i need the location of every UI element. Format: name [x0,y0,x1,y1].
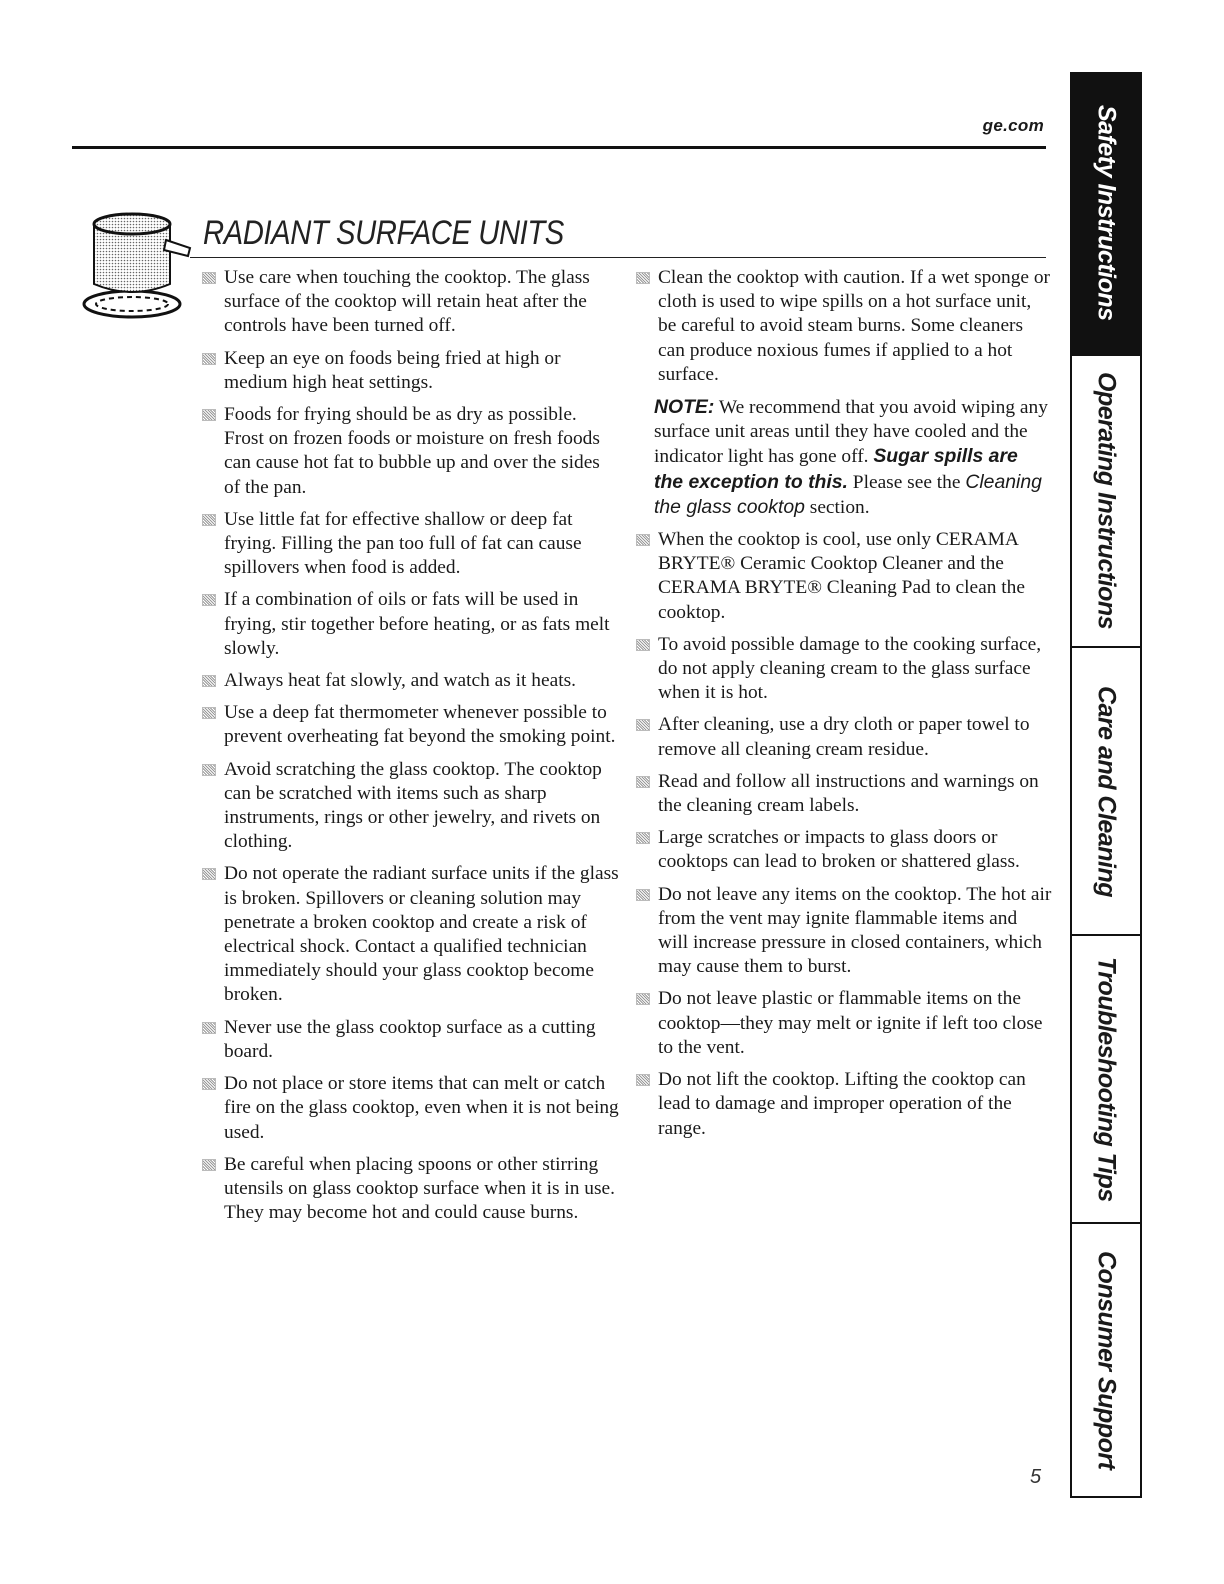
list-item: Be careful when placing spoons or other stirring utensils on glass cooktop surface when it is in use. They may become hot and could cause burns. [200,1153,620,1226]
bullet-icon [202,675,216,687]
tab-care-and-cleaning[interactable]: Care and Cleaning [1072,648,1140,936]
list-item: Foods for frying should be as dry as possible. Frost on frozen foods or moisture on fresh foods can cause hot fat to bubble up and over the sides of the pan. [200,403,620,500]
list-item: Never use the glass cooktop surface as a cutting board. [200,1016,620,1064]
bullet-icon [202,409,216,421]
page-number: 5 [1030,1466,1042,1488]
list-item: Always heat fat slowly, and watch as it heats. [200,669,620,693]
list-item: Do not lift the cooktop. Lifting the cooktop can lead to damage and improper operation of the range. [634,1068,1052,1141]
list-item: Avoid scratching the glass cooktop. The cooktop can be scratched with items such as sharp instruments, rings or other jewelry, and rivets on clothing. [200,758,620,855]
tab-operating-instructions[interactable]: Operating Instructions [1072,356,1140,648]
list-item: Use a deep fat thermometer whenever possible to prevent overheating fat beyond the smoking point. [200,701,620,749]
list-item: If a combination of oils or fats will be used in frying, stir together before heating, or as fats melt slowly. [200,588,620,661]
bullet-icon [202,707,216,719]
note-block: NOTE: We recommend that you avoid wiping any surface unit areas until they have cooled and the indicator light has gone off. Sugar spills are the exception to this. Please see the Cleaning the glass cooktop section. [654,396,1048,518]
bullet-icon [202,1159,216,1171]
tab-safety-instructions[interactable]: Safety Instructions [1072,72,1140,356]
list-item: When the cooktop is cool, use only CERAMA BRYTE® Ceramic Cooktop Cleaner and the CERAMA BRYTE® Cleaning Pad to clean the cooktop. [634,528,1052,625]
left-column [200,266,620,1233]
list-item: After cleaning, use a dry cloth or paper towel to remove all cleaning cream residue. [634,713,1052,761]
bullet-icon [202,868,216,880]
section-title: RADIANT SURFACE UNITS [203,214,564,252]
bullet-icon [636,1074,650,1086]
list-item: Read and follow all instructions and warnings on the cleaning cream labels. [634,770,1052,818]
bullet-icon [636,776,650,788]
bullet-icon [636,889,650,901]
bullet-icon [202,1022,216,1034]
bullet-icon [636,272,650,284]
note-label: NOTE: [654,396,715,419]
bullet-icon [202,764,216,776]
note-section-reference: Cleaning the glass cooktop [654,470,1042,518]
list-item: To avoid possible damage to the cooking surface, do not apply cleaning cream to the glass surface when it is hot. [634,633,1052,706]
note-emphasis: Sugar spills are the exception to this. [654,445,1018,493]
list-item: Clean the cooktop with caution. If a wet sponge or cloth is used to wipe spills on a hot surface unit, be careful to avoid steam burns. Some cleaners can produce noxious fumes if applied to a hot surface. [634,266,1052,387]
bullet-icon [202,594,216,606]
list-item: Large scratches or impacts to glass doors or cooktops can lead to broken or shattered glass. [634,826,1052,874]
bullet-icon [636,639,650,651]
right-column [634,266,1052,1149]
header-rule [72,146,1046,149]
bullet-icon [202,272,216,284]
bullet-icon [636,534,650,546]
bullet-icon [636,832,650,844]
list-item: Use little fat for effective shallow or deep fat frying. Filling the pan too full of fat can cause spillovers when food is added. [200,508,620,581]
bullet-icon [202,1078,216,1090]
bullet-icon [636,993,650,1005]
pot-icon [78,196,196,328]
bullet-icon [636,719,650,731]
list-item: Keep an eye on foods being fried at high or medium high heat settings. [200,347,620,395]
list-item: Do not operate the radiant surface units if the glass is broken. Spillovers or cleaning solution may penetrate a broken cooktop and create a risk of electrical shock. Contact a qualified technician immediately should your glass cooktop become broken. [200,862,620,1007]
tab-consumer-support[interactable]: Consumer Support [1092,1250,1121,1470]
list-item: Do not place or store items that can melt or catch fire on the glass cooktop, even when it is not being used. [200,1072,620,1145]
side-tabs [1070,72,1142,1498]
tab-troubleshooting-tips[interactable]: Troubleshooting Tips [1072,936,1140,1224]
bullet-icon [202,353,216,365]
list-item: Do not leave plastic or flammable items on the cooktop—they may melt or ignite if left too close to the vent. [634,987,1052,1060]
site-url: ge.com [982,116,1044,135]
list-item: Use care when touching the cooktop. The glass surface of the cooktop will retain heat after the controls have been turned off. [200,266,620,339]
list-item: Do not leave any items on the cooktop. The hot air from the vent may ignite flammable items and will increase pressure in closed containers, which may cause them to burst. [634,883,1052,980]
title-rule [190,257,1046,258]
bullet-icon [202,514,216,526]
